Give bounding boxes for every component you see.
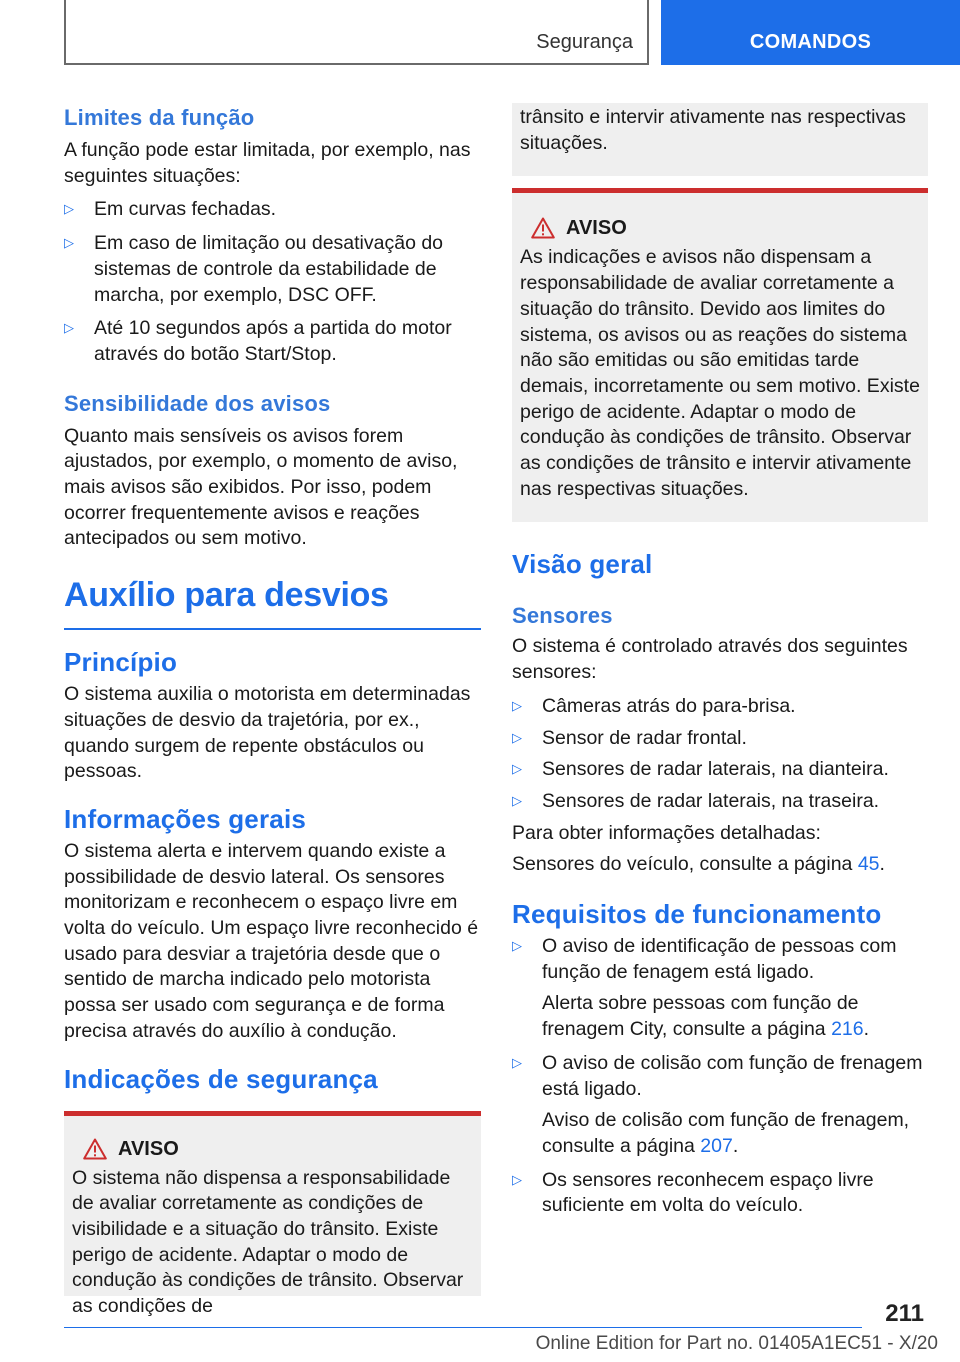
heading-informacoes: Informações gerais [64,803,307,834]
heading-sensores: Sensores [512,603,613,629]
warning-text: As indicações e avisos não dispensam a responsabilidade de avaliar corretamente a situação do trânsito. Devido aos limites do sistema, os avisos ou as reações do sistema não são emitidas ou são emitidas tarde demais, incorretamente ou sem motivo. Existe perigo de acidente. Adaptar o modo de condução às condições de trânsito. Observar as condições de trânsito e intervir ativamente nas respectivas situações. [520,246,920,500]
heading-auxilio: Auxílio para desvios [64,576,389,615]
left-column [64,100,481,1318]
sensores-intro: O sistema é controlado através dos seguintes sensores: [512,635,908,684]
limites-intro: A função pode estar limitada, por exemplo, nas seguintes situações: [64,139,471,187]
list-item: ▷ Sensor de radar frontal. [512,726,747,749]
heading-visao: Visão geral [512,549,653,580]
page-link-45[interactable]: 45 [857,853,880,876]
list-item: ▷ Até 10 segundos após a partida do motor através do botão Start/Stop. [64,317,452,365]
list-item: ▷ O aviso de identificação de pessoas com função de fenagem está ligado. Alerta sobre pessoas com função de frenagem City, consulte a página 216. [512,934,928,1043]
chapter-heading-block [64,574,481,630]
list-item: ▷ O aviso de colisão com função de frenagem está ligado. Aviso de colisão com função de frenagem, consulte a página 207. [512,1051,928,1160]
warning-title: AVISO [118,1137,179,1160]
list-item-reference: Alerta sobre pessoas com função de frenagem City, consulte a página 216. [542,992,870,1041]
warning-triangle-icon [520,217,566,239]
triangle-right-outline-icon: ▷ [512,697,522,713]
right-column [512,103,928,1219]
triangle-right-outline-icon: ▷ [64,235,74,251]
sensores-more: Para obter informações detalhadas: [512,821,821,844]
heading-requisitos: Requisitos de funcionamento [512,899,882,930]
warning-triangle-icon [72,1138,118,1160]
warning-title-row [520,215,920,241]
triangle-right-outline-icon: ▷ [64,201,74,217]
list-item: ▷ Sensores de radar laterais, na dianteira. [512,758,889,781]
list-item: ▷ Os sensores reconhecem espaço livre suficiente em volta do veículo. [512,1168,874,1217]
warning-box-continued [512,103,928,176]
header-chapter-label: COMANDOS [749,31,872,53]
heading-sensibilidade: Sensibilidade dos avisos [64,390,331,416]
header-section-box [64,0,649,65]
triangle-right-outline-icon: ▷ [512,729,522,745]
triangle-right-outline-icon: ▷ [64,320,74,336]
warning-text-continued: trânsito e intervir ativamente nas respectivas situações. [520,106,906,154]
list-item: ▷ Câmeras atrás do para-brisa. [512,694,796,717]
header-chapter-tab[interactable] [661,0,960,65]
triangle-right-outline-icon: ▷ [512,1171,522,1187]
sensibilidade-text: Quanto mais sensíveis os avisos forem ajustados, por exemplo, o momento de aviso, mais avisos são exibidos. Por isso, podem ocorrer frequentemente avisos e reações antecipados ou sem motivo. [64,424,458,550]
warning-text: O sistema não dispensa a responsabilidade de avaliar corretamente as condições de visibilidade e a situação do trânsito. Existe perigo de acidente. Adaptar o modo de condução às condições de trânsito. Observar as condições de [72,1166,464,1318]
warning-title: AVISO [566,217,627,240]
page-number: 211 [885,1300,924,1327]
principio-text: O sistema auxilia o motorista em determinadas situações de desvio da trajetória, por ex., quando surgem de repente obstáculos ou pessoas. [64,683,471,783]
list-item: ▷ Em caso de limitação ou desativação do sistemas de controle da estabilidade de marcha, por exemplo, DSC OFF. [64,232,444,306]
warning-box-2 [512,188,928,522]
header-section-title: Segurança [536,31,633,53]
list-item: ▷ Sensores de radar laterais, na traseira. [512,789,880,812]
limites-list [64,197,481,367]
footer-edition: Online Edition for Part no. 01405A1EC51 - X/20 [535,1333,938,1354]
page-link-207[interactable]: 207 [700,1134,733,1157]
heading-principio: Princípio [64,647,178,678]
informacoes-text: O sistema alerta e intervem quando existe a possibilidade de desvio lateral. Os sensores monitorizam e reconhecem o espaço livre em volta do veículo. Um espaço livre reconhecido é usado para desviar a trajetória desde que o sentido de marcha indicado pelo motorista possa ser usado com segurança e de forma precisa através do auxílio à condução. [64,839,479,1042]
heading-limites: Limites da função [64,105,255,130]
warning-box-1 [64,1111,481,1318]
heading-indicacoes: Indicações de segurança [64,1063,378,1094]
triangle-right-outline-icon: ▷ [512,761,522,777]
sensores-list [512,694,928,815]
triangle-right-outline-icon: ▷ [512,938,522,954]
sensores-reference: Sensores do veículo, consulte a página 45. [512,853,885,876]
footer-divider [64,1327,862,1328]
list-item-reference: Aviso de colisão com função de frenagem, consulte a página 207. [542,1109,910,1157]
page-link-216[interactable]: 216 [831,1018,864,1041]
warning-title-row [72,1136,473,1162]
list-item: ▷ Em curvas fechadas. [64,198,277,221]
triangle-right-outline-icon: ▷ [512,1054,522,1070]
requisitos-list [512,934,928,1219]
triangle-right-outline-icon: ▷ [512,792,522,808]
